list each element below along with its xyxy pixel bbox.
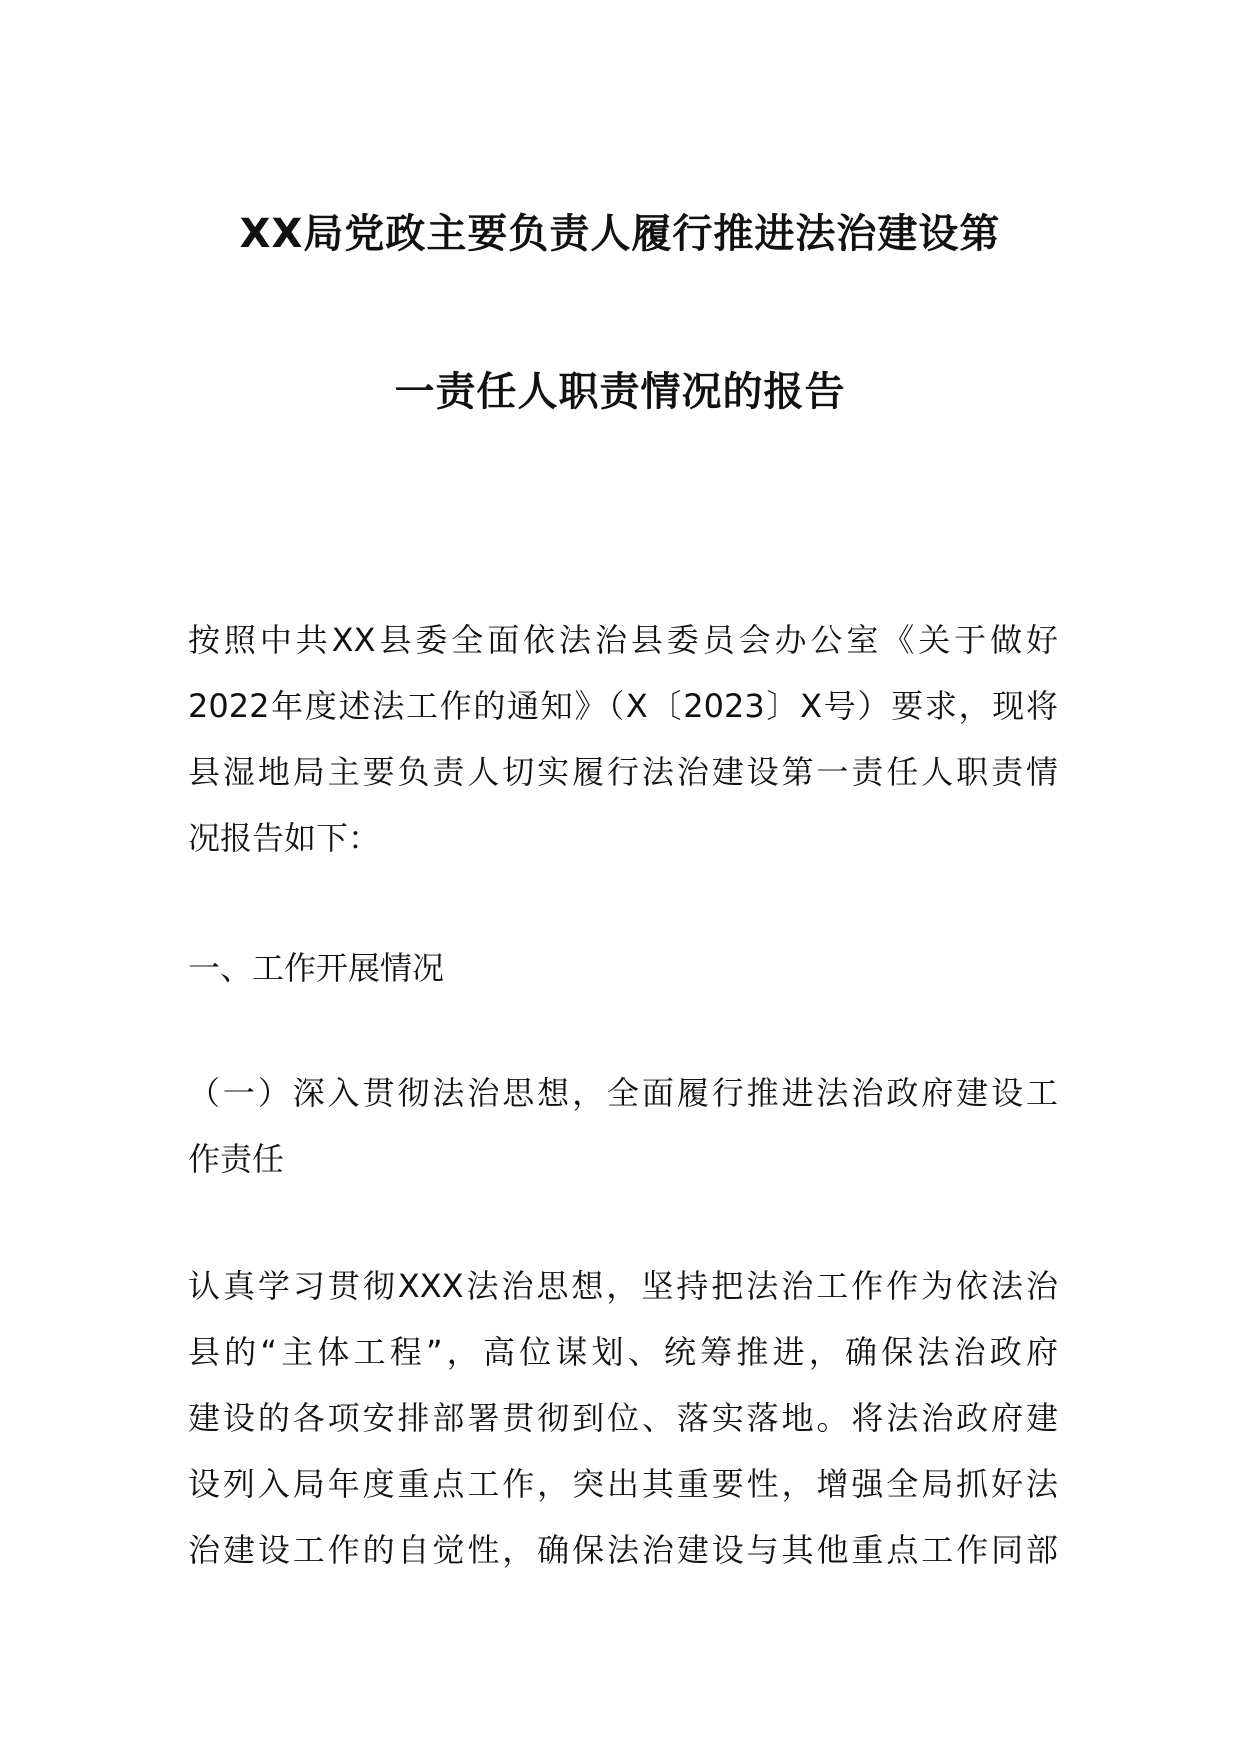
intro-line-2: 2022年度述法工作的通知》（X〔2023〕X号）要求，现将 — [188, 687, 1058, 725]
body-paragraph — [188, 1253, 1058, 1583]
document-title-line-2: 一责任人职责情况的报告 — [394, 369, 846, 415]
subsection-heading-line-2: 作责任 — [188, 1140, 285, 1178]
intro-paragraph — [188, 607, 1058, 871]
body-line-4: 设列入局年度重点工作，突出其重要性，增强全局抓好法 — [188, 1465, 1058, 1503]
document-title-line-1: XX局党政主要负责人履行推进法治建设第 — [239, 211, 1001, 257]
section-heading-text: 一、工作开展情况 — [188, 949, 445, 987]
body-line-3: 建设的各项安排部署贯彻到位、落实落地。将法治政府建 — [188, 1399, 1058, 1437]
intro-line-3: 县湿地局主要负责人切实履行法治建设第一责任人职责情 — [188, 753, 1058, 791]
section-heading — [188, 935, 1058, 1001]
intro-line-4: 况报告如下： — [188, 819, 381, 857]
body-line-1: 认真学习贯彻XXX法治思想，坚持把法治工作作为依法治 — [188, 1267, 1058, 1305]
intro-line-1: 按照中共XX县委全面依法治县委员会办公室《关于做好 — [188, 621, 1058, 659]
subsection-heading-line-1: （一）深入贯彻法治思想，全面履行推进法治政府建设工 — [188, 1074, 1058, 1112]
body-line-2: 县的“主体工程”，高位谋划、统筹推进，确保法治政府 — [188, 1333, 1058, 1371]
body-line-5: 治建设工作的自觉性，确保法治建设与其他重点工作同部 — [188, 1531, 1058, 1569]
subsection-heading — [188, 1060, 1058, 1192]
